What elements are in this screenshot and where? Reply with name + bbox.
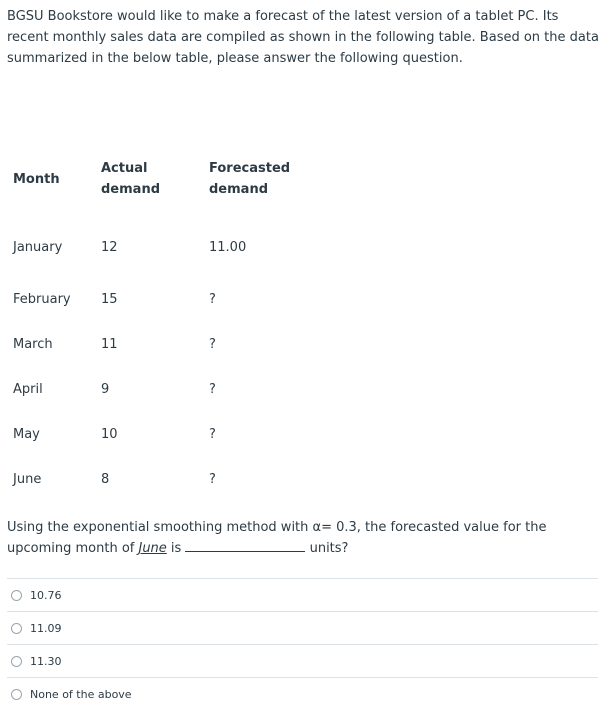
cell-month: March — [13, 337, 53, 352]
answer-label: 11.09 — [30, 621, 62, 635]
answer-label: 10.76 — [30, 588, 62, 602]
cell-month: June — [13, 472, 42, 487]
answer-option[interactable] — [7, 644, 598, 677]
question-month: June — [138, 541, 167, 556]
answer-label: None of the above — [30, 687, 132, 701]
cell-month: April — [13, 382, 43, 397]
table-row — [7, 322, 303, 367]
question-text-after: units? — [305, 541, 349, 556]
demand-table — [7, 150, 303, 502]
answer-options — [7, 578, 598, 710]
question-intro: BGSU Bookstore would like to make a forecast of the latest version of a tablet PC. Its recent monthly sales data are compiled as shown in the following table. Based on the data summarized in the below table, please answer the following question. — [7, 9, 599, 66]
table-header-row — [7, 150, 303, 204]
question-prompt — [7, 517, 603, 559]
header-forecasted-demand: Forecasted demand — [209, 161, 291, 197]
radio-button-icon[interactable] — [11, 689, 22, 700]
question-text-before: Using the exponential smoothing method with α= 0.3, the forecasted value for the upcoming month of — [7, 520, 547, 556]
cell-forecast: ? — [209, 472, 216, 487]
cell-actual: 9 — [101, 382, 110, 397]
radio-button-icon[interactable] — [11, 656, 22, 667]
cell-month: February — [13, 292, 71, 307]
table-row — [7, 367, 303, 412]
table-row — [7, 457, 303, 502]
table-row — [7, 204, 303, 277]
cell-actual: 15 — [101, 292, 118, 307]
cell-actual: 10 — [101, 427, 118, 442]
cell-forecast: ? — [209, 382, 216, 397]
cell-forecast: ? — [209, 337, 216, 352]
answer-option[interactable] — [7, 611, 598, 644]
cell-actual: 12 — [101, 240, 118, 255]
answer-option[interactable] — [7, 677, 598, 710]
cell-forecast: ? — [209, 427, 216, 442]
cell-forecast: 11.00 — [209, 240, 247, 255]
answer-label: 11.30 — [30, 654, 62, 668]
cell-forecast: ? — [209, 292, 216, 307]
cell-actual: 8 — [101, 472, 110, 487]
radio-button-icon[interactable] — [11, 623, 22, 634]
cell-month: January — [13, 240, 63, 255]
header-actual-demand: Actual demand — [101, 161, 161, 197]
radio-button-icon[interactable] — [11, 590, 22, 601]
cell-actual: 11 — [101, 337, 118, 352]
cell-month: May — [13, 427, 40, 442]
header-month: Month — [13, 171, 60, 187]
table-row — [7, 277, 303, 322]
table-row — [7, 412, 303, 457]
answer-blank — [185, 539, 305, 552]
question-text-middle: is — [166, 541, 186, 556]
answer-option[interactable] — [7, 578, 598, 611]
